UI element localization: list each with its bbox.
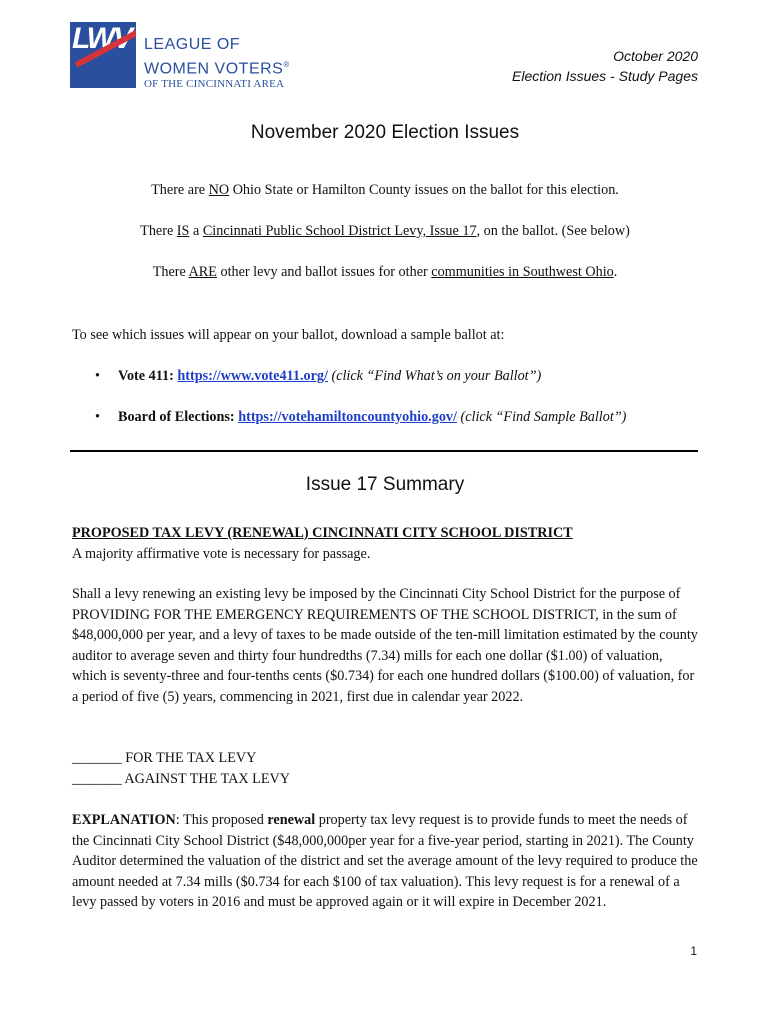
lwv-logo [70,22,300,92]
explanation-post: property tax levy request is to provide funds to meet the needs of the Cincinnati City School District ($48,000,000per year for a five-year period, starting in 2021). The County Auditor determined the valuation of the district and set the average amount of the levy required to produce the amount needed at 7.34 mills ($0.734 for each $100 of tax valuation). This levy request is for a renewal of a levy passed by voters in 2016 and must be approved again or it will expire in December 2021. [72,812,698,911]
sample-ballot-text: To see which issues will appear on your ballot, download a sample ballot at: [72,327,505,343]
intro-3-pre: There [152,264,189,280]
intro-line-1 [0,182,770,199]
explanation-emph: renewal [267,812,316,828]
lwv-logo-mark-text: LWV [72,22,131,55]
lwv-logo-mark [70,22,136,88]
summary-title: Issue 17 Summary [305,474,465,495]
bullet-icon: • [95,409,100,425]
intro-1-emph: NO [208,182,230,198]
header-subtitle: Election Issues - Study Pages [512,68,698,84]
intro-3-emph: ARE [188,264,217,280]
proposal-heading [72,523,698,544]
intro-3-mid: other levy and ballot issues for other [216,264,432,280]
vote411-label: Vote 411: [118,368,174,384]
intro-2-pre: There [140,223,177,239]
issue-17-link[interactable]: Cincinnati Public School District Levy, Issue 17 [202,223,477,239]
intro-line-3 [0,264,770,281]
bullet-icon: • [95,368,100,384]
intro-1-pre: There are [151,182,209,198]
vote411-note: (click “Find What’s on your Ballot”) [331,368,542,384]
intro-1-post: Ohio State or Hamilton County issues on the ballot for this election. [229,182,619,198]
intro-2-post: , on the ballot. (See below) [476,223,630,239]
bullet-boe-text [118,409,626,426]
vote411-link[interactable]: https://www.vote411.org/ [177,368,328,384]
bullet-vote411-text [118,368,541,385]
southwest-ohio-link[interactable]: communities in Southwest Ohio [431,264,614,280]
intro-2-emph: IS [176,223,190,239]
proposal-heading-text: PROPOSED TAX LEVY (RENEWAL) CINCINNATI CITY SCHOOL DISTRICT [72,525,573,541]
page-title: November 2020 Election Issues [250,122,520,143]
explanation-label: EXPLANATION [72,812,176,828]
page-number: 1 [690,944,697,958]
against-levy-line: _______ AGAINST THE TAX LEVY [72,771,290,787]
boe-label: Board of Elections: [118,409,235,425]
logo-line-2-text: WOMEN VOTERS [144,60,284,78]
majority-note: A majority affirmative vote is necessary for passage. [72,546,371,562]
boe-link[interactable]: https://votehamiltoncountyohio.gov/ [238,409,457,425]
logo-line-3: OF THE CINCINNATI AREA [144,78,285,90]
intro-3-post: . [613,264,618,280]
section-divider [70,450,698,452]
levy-question-text: Shall a levy renewing an existing levy be imposed by the Cincinnati City School District for the purpose of PROVIDING FOR THE EMERGENCY REQUIREMENTS OF THE SCHOOL DISTRICT, in the sum of $48,000,000 per year, and a levy of taxes to be made outside of the ten-mill limitation estimated by the county auditor to average seven and thirty four hundredths (7.34) mills for each one dollar ($1.00) of valuation, which is seventy-three and four-tenths cents ($0.734) for each one hundred dollars ($100.00) of valuation, for a period of five (5) years, commencing in 2021, first due in calendar year 2022. [72,586,698,705]
logo-line-1: LEAGUE OF [144,36,241,53]
boe-note: (click “Find Sample Ballot”) [460,409,627,425]
for-levy-line: _______ FOR THE TAX LEVY [72,750,257,766]
intro-line-2 [0,223,770,240]
registered-mark: ® [283,60,290,69]
explanation-pre: : This proposed [175,812,268,828]
logo-line-2 [144,56,290,78]
header-info [512,46,698,86]
explanation-paragraph [72,810,698,913]
intro-2-mid: a [189,223,203,239]
header-date: October 2020 [613,48,698,64]
